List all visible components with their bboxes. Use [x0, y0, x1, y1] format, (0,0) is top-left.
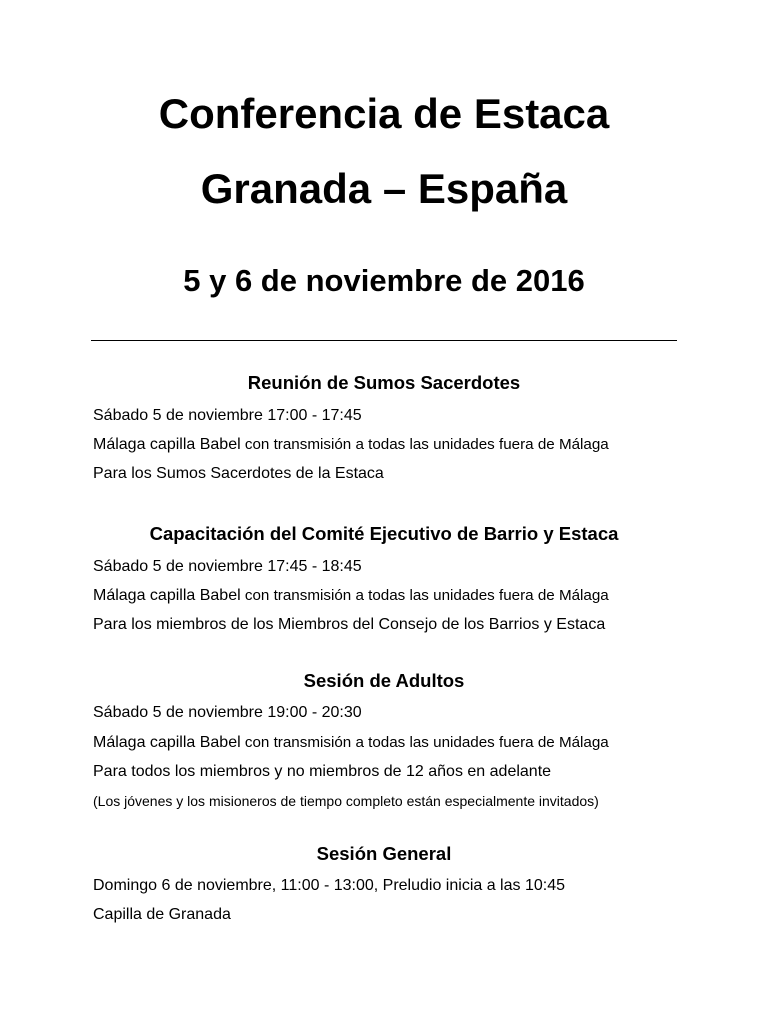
section-audience: Para todos los miembros y no miembros de 12 años en adelante	[93, 763, 552, 780]
location-name: Málaga capilla Babel	[93, 734, 241, 751]
section-location	[93, 586, 609, 606]
location-note: con transmisión a todas las unidades fuera de Málaga	[240, 436, 609, 453]
section-audience: Para los miembros de los Miembros del Consejo de los Barrios y Estaca	[93, 616, 606, 633]
section-note: (Los jóvenes y los misioneros de tiempo completo están especialmente invitados)	[93, 793, 599, 809]
section-location: Capilla de Granada	[93, 906, 231, 923]
section-heading-executive-committee: Capacitación del Comité Ejecutivo de Barrio y Estaca	[149, 523, 619, 544]
title-line-2: Granada – España	[200, 165, 568, 212]
location-note: con transmisión a todas las unidades fuera de Málaga	[240, 587, 609, 604]
section-time: Domingo 6 de noviembre, 11:00 - 13:00, Preludio inicia a las 10:45	[93, 877, 565, 894]
section-location	[93, 733, 609, 753]
location-note: con transmisión a todas las unidades fuera de Málaga	[240, 734, 609, 751]
section-heading-high-priests: Reunión de Sumos Sacerdotes	[247, 372, 521, 393]
section-audience: Para los Sumos Sacerdotes de la Estaca	[93, 465, 384, 482]
section-time: Sábado 5 de noviembre 17:45 - 18:45	[93, 558, 362, 575]
section-time: Sábado 5 de noviembre 19:00 - 20:30	[93, 704, 362, 721]
horizontal-divider	[91, 340, 677, 341]
location-name: Málaga capilla Babel	[93, 436, 241, 453]
title-line-1: Conferencia de Estaca	[158, 90, 610, 137]
location-name: Málaga capilla Babel	[93, 587, 241, 604]
section-time: Sábado 5 de noviembre 17:00 - 17:45	[93, 407, 362, 424]
section-location	[93, 435, 609, 455]
event-date: 5 y 6 de noviembre de 2016	[183, 263, 585, 298]
section-heading-adults: Sesión de Adultos	[303, 670, 465, 691]
section-heading-general: Sesión General	[316, 843, 452, 864]
